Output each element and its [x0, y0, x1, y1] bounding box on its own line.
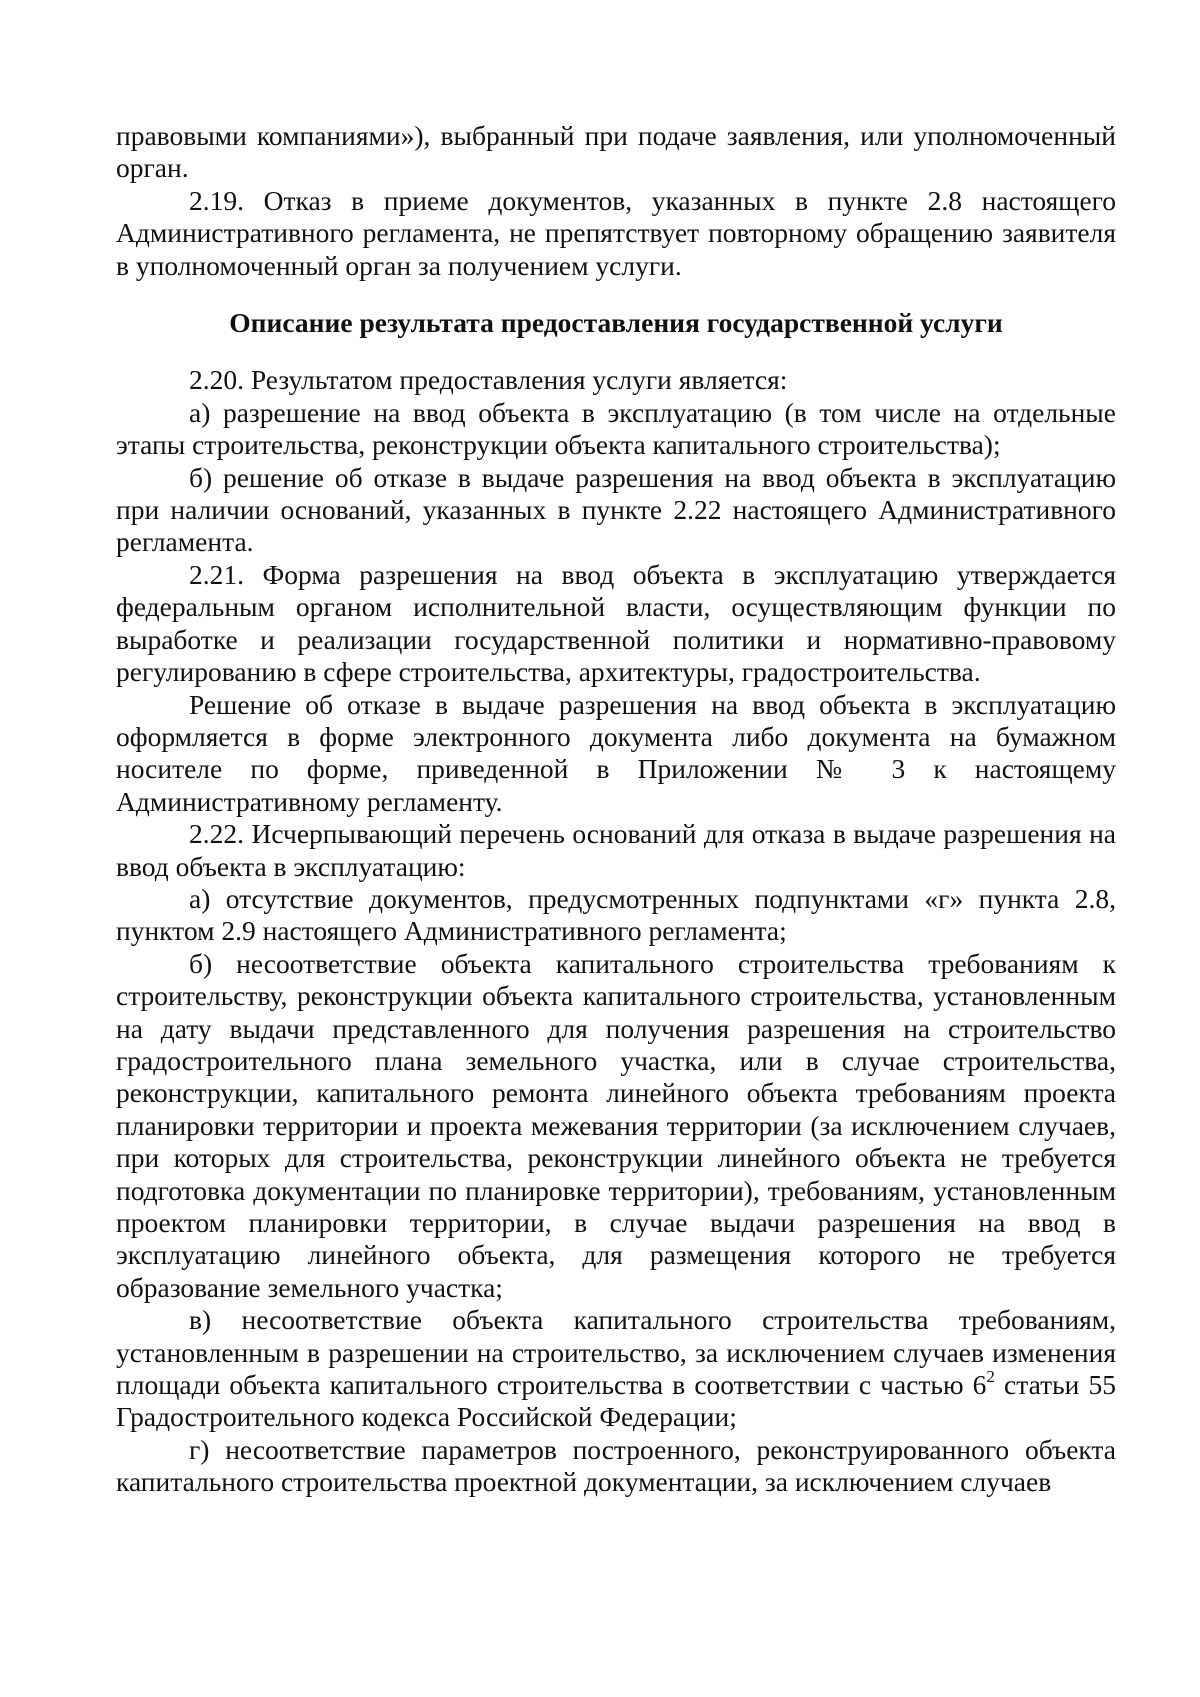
paragraph-2-22-g: г) несоответствие параметров построенного, реконструированного объекта капитального строительства проектной документации, за исключением случаев — [116, 1433, 1116, 1498]
paragraph-2-22-v-tail: статьи 55 Градостроительного кодекса Российской Федерации; — [116, 1369, 1116, 1433]
paragraph-2-20: 2.20. Результатом предоставления услуги является: — [189, 364, 788, 396]
paragraph-2-22-v-text: в) несоответствие объекта капитального строительства требованиям, установленным в разрешении на строительство, за исключением случаев изменения площади объекта капитального строительства в соответствии с частью 6 — [116, 1304, 1116, 1401]
paragraph-2-19: 2.19. Отказ в приеме документов, указанных в пункте 2.8 настоящего Административного регламента, не препятствует повторному обращению заявителя в уполномоченный орган за получением услуги. — [116, 184, 1116, 281]
paragraph-continuation: правовыми компаниями»), выбранный при подаче заявления, или уполномоченный орган. — [116, 120, 1116, 184]
paragraph-2-20-b: б) решение об отказе в выдаче разрешения на ввод объекта в эксплуатацию при наличии оснований, указанных в пункте 2.22 настоящего Административного регламента. — [116, 461, 1116, 558]
section-heading: Описание результата предоставления государственной услуги — [229, 307, 1003, 339]
superscript: 2 — [986, 1367, 995, 1387]
paragraph-2-22-a: а) отсутствие документов, предусмотренных подпунктами «г» пункта 2.8, пунктом 2.9 настоящего Административного регламента; — [116, 882, 1116, 947]
paragraph-2-21: 2.21. Форма разрешения на ввод объекта в эксплуатацию утверждается федеральным органом исполнительной власти, осуществляющим функции по выработке и реализации государственной политики и нормативно-правовому регулированию в сфере строительства, архитектуры, градостроительства. — [116, 558, 1116, 688]
paragraph-refusal-form: Решение об отказе в выдаче разрешения на ввод объекта в эксплуатацию оформляется в форме электронного документа либо документа на бумажном носителе по форме, приведенной в Приложении № 3 к настоящему Административному регламенту. — [116, 688, 1116, 817]
paragraph-2-22-b: б) несоответствие объекта капитального строительства требованиям к строительству, реконструкции объекта капитального строительства, установленным на дату выдачи представленного для получения разрешения на строительство градостроительного плана земельного участка, или в случае строительства, реконструкции, капитального ремонта линейного объекта требованиям проекта планировки территории и проекта межевания территории (за исключением случаев, при которых для строительства, реконструкции линейного объекта не требуется подготовка документации по планировке территории), требованиям, установленным проектом планировки территории, в случае выдачи разрешения на ввод в эксплуатацию линейного объекта, для размещения которого не требуется образование земельного участка; — [116, 947, 1116, 1303]
document-body — [116, 120, 1116, 1499]
paragraph-2-20-a: а) разрешение на ввод объекта в эксплуатацию (в том числе на отдельные этапы строительства, реконструкции объекта капитального строительства); — [116, 396, 1116, 461]
paragraph-2-22: 2.22. Исчерпывающий перечень оснований для отказа в выдаче разрешения на ввод объекта в эксплуатацию: — [116, 818, 1116, 882]
paragraph-2-22-v — [116, 1304, 1116, 1434]
